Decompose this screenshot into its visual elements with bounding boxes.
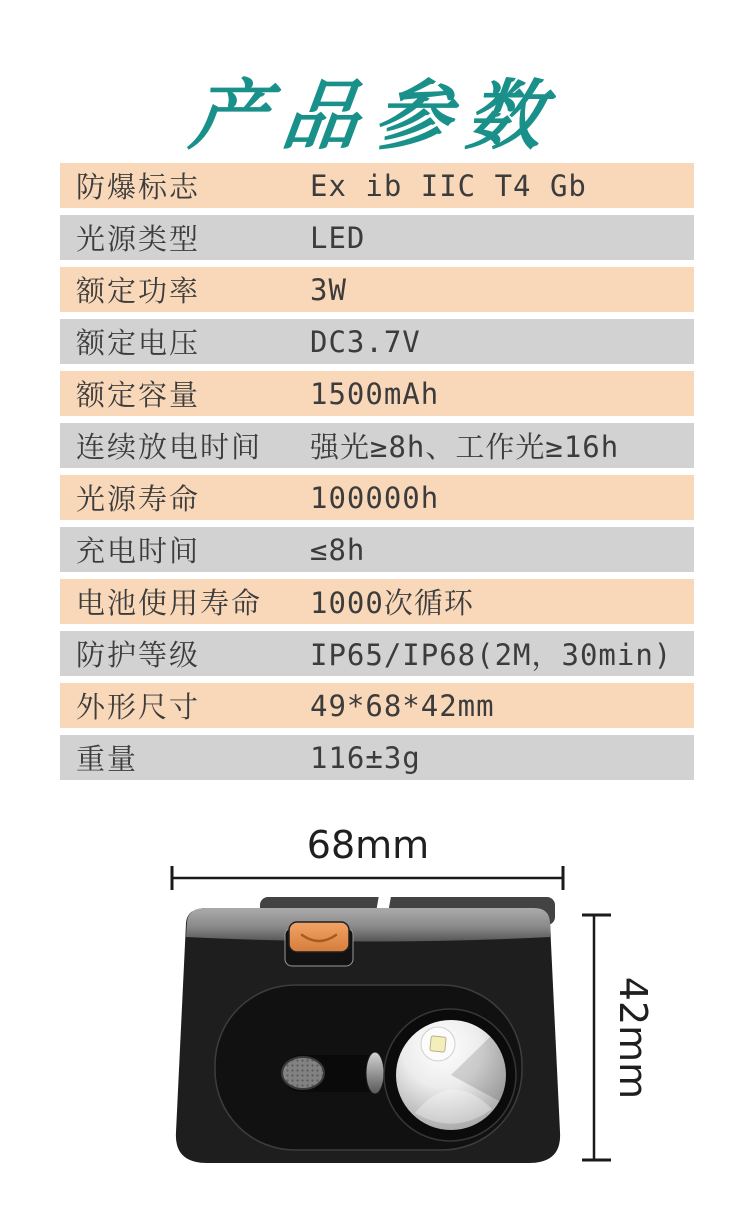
table-row — [60, 423, 694, 468]
table-row — [60, 683, 694, 728]
width-dimension-label: 68mm — [306, 823, 430, 867]
spec-value: 116±3g — [310, 740, 421, 775]
spec-label: 额定电压 — [76, 326, 201, 360]
width-dimension — [172, 823, 563, 890]
spec-label: 防爆标志 — [76, 170, 201, 204]
spec-table — [60, 163, 694, 787]
led-chip — [430, 1036, 446, 1052]
table-row — [60, 631, 694, 676]
spec-label: 连续放电时间 — [76, 430, 263, 464]
spec-label: 额定功率 — [76, 274, 201, 308]
spec-value: 49*68*42mm — [310, 688, 495, 723]
sensor-window — [282, 1057, 324, 1089]
spec-value: DC3.7V — [310, 324, 421, 359]
spec-label: 重量 — [76, 742, 139, 776]
spec-value: LED — [310, 220, 366, 255]
main-lens — [384, 1009, 516, 1141]
spec-value: 强光≥8h、工作光≥16h — [310, 430, 620, 464]
spec-label: 额定容量 — [76, 378, 201, 412]
height-dimension-label: 42mm — [611, 976, 655, 1100]
height-dimension — [582, 915, 655, 1160]
spec-value: 3W — [310, 272, 347, 307]
table-row — [60, 215, 694, 260]
lamp-top-bevel — [186, 908, 551, 942]
spec-value: Ex ib IIC T4 Gb — [310, 168, 587, 203]
table-row — [60, 579, 694, 624]
table-row — [60, 163, 694, 208]
product-dimension-figure — [0, 818, 750, 1208]
spec-value: 1500mAh — [310, 376, 440, 411]
table-row — [60, 475, 694, 520]
table-row — [60, 319, 694, 364]
spec-label: 光源寿命 — [76, 482, 201, 516]
spec-value: 1000次循环 — [310, 586, 474, 620]
small-lens-window — [366, 1052, 384, 1094]
table-row — [60, 267, 694, 312]
spec-label: 外形尺寸 — [76, 690, 201, 724]
power-button — [285, 922, 353, 966]
page-title: 产品参数 — [185, 70, 565, 160]
spec-label: 充电时间 — [76, 534, 201, 568]
spec-value: ≤8h — [310, 532, 366, 567]
spec-label: 电池使用寿命 — [76, 586, 263, 620]
table-row — [60, 527, 694, 572]
spec-label: 光源类型 — [76, 222, 201, 256]
spec-label: 防护等级 — [76, 638, 201, 672]
headlamp-photo — [176, 892, 560, 1163]
table-row — [60, 735, 694, 780]
table-row — [60, 371, 694, 416]
spec-value: IP65/IP68(2M，30min) — [310, 638, 673, 672]
power-button-cap — [289, 922, 349, 952]
spec-value: 100000h — [310, 480, 440, 515]
